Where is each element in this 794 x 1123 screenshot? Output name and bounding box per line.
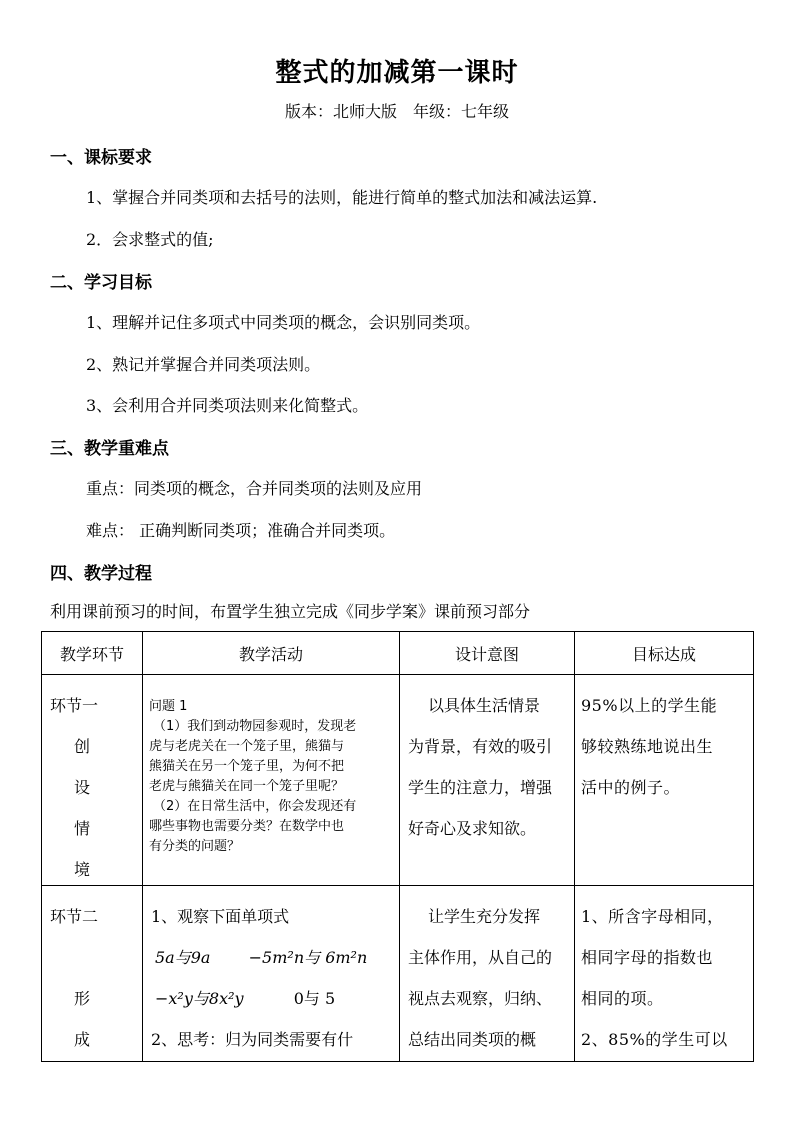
monomial-pair: 0与 5 — [293, 989, 336, 1008]
goal-line: 活中的例子。 — [581, 778, 681, 797]
activity-cell — [143, 886, 399, 1061]
process-intro: 利用课前预习的时间，布置学生独立完成《同步学案》课前预习部分 — [50, 602, 531, 621]
design-line: 好奇心及求知欲。 — [408, 819, 537, 838]
document-title: 整式的加减第一课时 — [275, 58, 519, 88]
goal-line: 2、85%的学生可以 — [581, 1030, 728, 1049]
stage-label: 环节一 — [50, 696, 99, 715]
design-line: 总结出同类项的概 — [408, 1030, 537, 1049]
goal-cell — [575, 886, 753, 1051]
goal-line: 1、所含字母相同， — [581, 907, 724, 926]
activity-line: 有分类的问题？ — [149, 839, 241, 854]
table-row — [42, 675, 754, 886]
goal-cell — [575, 675, 753, 885]
header-activity: 教学活动 — [143, 632, 400, 675]
table-header-row — [42, 632, 754, 675]
stage-char: 成 — [74, 1030, 91, 1049]
difficult-point-item: 难点： 正确判断同类项；准确合并同类项。 — [86, 521, 396, 540]
document-subtitle: 版本：北师大版 年级：七年级 — [284, 102, 509, 121]
design-line: 学生的注意力，增强 — [408, 778, 553, 797]
design-line: 主体作用，从自己的 — [408, 948, 553, 967]
monomial-pair-row — [151, 978, 393, 1019]
goal-line: 够较熟练地说出生 — [581, 737, 714, 756]
goal-line: 相同字母的指数也 — [581, 948, 714, 967]
design-line: 为背景，有效的吸引 — [408, 737, 553, 756]
activity-line: 老虎与熊猫关在同一个笼子里呢？ — [149, 779, 345, 794]
monomial-pair: −5m²n与 6m²n — [248, 948, 368, 967]
design-cell — [400, 886, 574, 1051]
activity-line: 虎与老虎关在一个笼子里，熊猫与 — [149, 739, 345, 754]
header-design: 设计意图 — [400, 632, 575, 675]
stage-char: 设 — [74, 778, 91, 797]
teaching-process-table — [41, 631, 754, 1062]
monomial-pair-row — [151, 937, 393, 978]
table-row — [42, 886, 754, 1062]
design-cell — [400, 675, 574, 885]
goal-line: 相同的项。 — [581, 989, 664, 1008]
header-stage: 教学环节 — [42, 632, 143, 675]
stage-cell — [42, 886, 142, 1051]
section-heading-objectives: 二、学习目标 — [50, 273, 152, 293]
section-heading-process: 四、教学过程 — [50, 564, 152, 584]
stage-char: 情 — [74, 819, 91, 838]
activity-line: 熊猫关在另一个笼子里，为何不把 — [149, 759, 345, 774]
standards-item-1: 1、掌握合并同类项和去括号的法则，能进行简单的整式加法和减法运算. — [86, 188, 598, 207]
stage-cell — [42, 675, 142, 885]
activity-cell — [143, 675, 399, 885]
stage-char: 境 — [74, 860, 91, 879]
header-goal: 目标达成 — [575, 632, 754, 675]
activity-line: 问题 1 — [149, 699, 188, 714]
monomial-pair: 5a与9a — [155, 948, 211, 967]
monomial-pair: −x²y与8x²y — [155, 989, 244, 1008]
activity-line: （2）在日常生活中，你会发现还有 — [153, 799, 357, 814]
key-point-item: 重点：同类项的概念，合并同类项的法则及应用 — [86, 479, 423, 498]
section-heading-key-points: 三、教学重难点 — [50, 439, 169, 459]
activity-line: 1、观察下面单项式 — [151, 907, 290, 926]
stage-label: 环节二 — [50, 907, 99, 926]
stage-char: 形 — [74, 989, 91, 1008]
design-line: 以具体生活情景 — [428, 696, 541, 715]
section-heading-standards: 一、课标要求 — [50, 148, 152, 168]
objectives-item-1: 1、理解并记住多项式中同类项的概念，会识别同类项。 — [86, 313, 481, 332]
design-line: 让学生充分发挥 — [428, 907, 541, 926]
design-line: 视点去观察，归纳、 — [408, 989, 553, 1008]
stage-char: 创 — [74, 737, 91, 756]
goal-line: 95%以上的学生能 — [581, 696, 718, 715]
objectives-item-3: 3、会利用合并同类项法则来化简整式。 — [86, 396, 369, 415]
activity-line: （1）我们到动物园参观时，发现老 — [153, 719, 357, 734]
standards-item-2: 2．会求整式的值; — [86, 230, 214, 249]
activity-line: 哪些事物也需要分类？在数学中也 — [149, 819, 345, 834]
objectives-item-2: 2、熟记并掌握合并同类项法则。 — [86, 355, 321, 374]
activity-line: 2、思考：归为同类需要有什 — [151, 1030, 354, 1049]
